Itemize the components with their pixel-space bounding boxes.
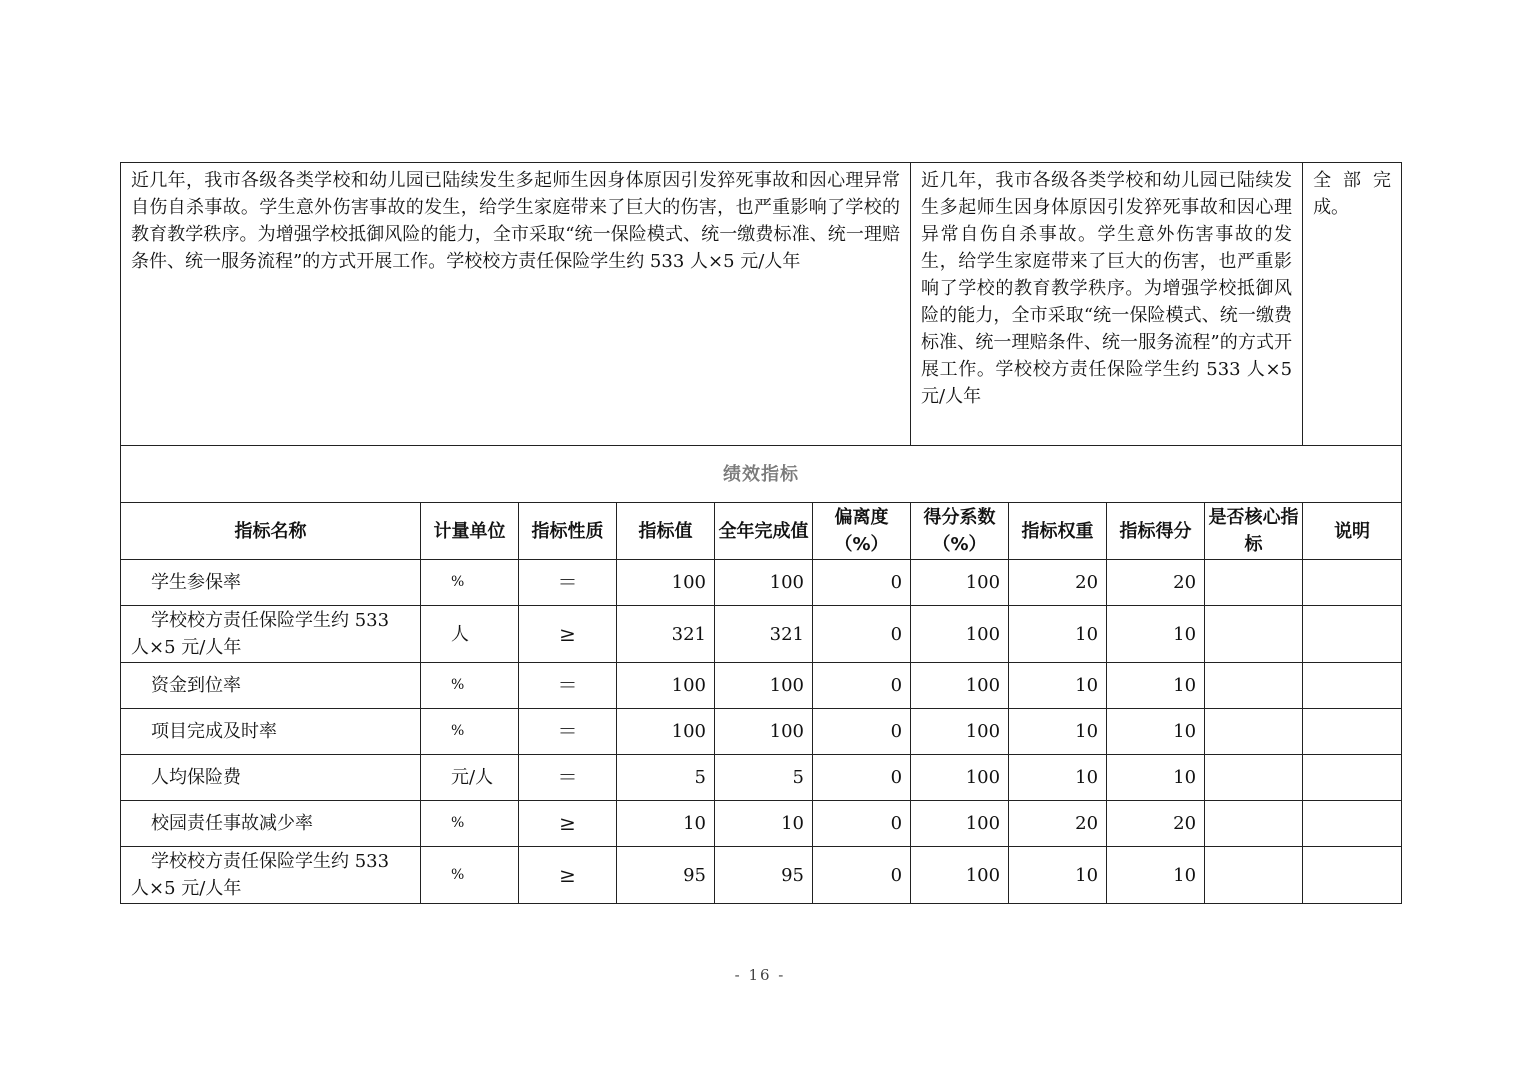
- indicator-deviation: 0: [813, 606, 911, 663]
- project-implementation-text: 近几年，我市各级各类学校和幼儿园已陆续发生多起师生因身体原因引发猝死事故和因心理异常自伤自杀事故。学生意外伤害事故的发生，给学生家庭带来了巨大的伤害，也严重影响了学校的教育教学秩序。为增强学校抵御风险的能力，全市采取“统一保险模式、统一缴费标准、统一理赔条件、统一服务流程”的方式开展工作。学校校方责任保险学生约 533 人×5 元/人年: [911, 163, 1303, 446]
- indicator-nature: ＝: [519, 755, 617, 801]
- indicator-coefficient: 100: [911, 709, 1009, 755]
- table-row: [121, 606, 1402, 663]
- indicator-actual: 100: [715, 663, 813, 709]
- indicator-target: 100: [617, 709, 715, 755]
- project-background-text: 近几年，我市各级各类学校和幼儿园已陆续发生多起师生因身体原因引发猝死事故和因心理异常自伤自杀事故。学生意外伤害事故的发生，给学生家庭带来了巨大的伤害，也严重影响了学校的教育教学秩序。为增强学校抵御风险的能力，全市采取“统一保险模式、统一缴费标准、统一理赔条件、统一服务流程”的方式开展工作。学校校方责任保险学生约 533 人×5 元/人年: [121, 163, 911, 446]
- indicator-actual: 321: [715, 606, 813, 663]
- section-title: 绩效指标: [121, 446, 1402, 503]
- indicator-coefficient: 100: [911, 801, 1009, 847]
- table-row: [121, 801, 1402, 847]
- header-row: [121, 503, 1402, 560]
- indicator-name: 学校校方责任保险学生约 533 人×5 元/人年: [121, 847, 421, 904]
- indicator-deviation: 0: [813, 560, 911, 606]
- table-row: [121, 755, 1402, 801]
- indicator-note: [1303, 847, 1402, 904]
- indicator-core: [1205, 606, 1303, 663]
- indicator-coefficient: 100: [911, 755, 1009, 801]
- indicator-unit: %: [421, 663, 519, 709]
- indicator-score: 10: [1107, 606, 1205, 663]
- indicator-note: [1303, 709, 1402, 755]
- indicator-weight: 10: [1009, 755, 1107, 801]
- header-target: 指标值: [617, 503, 715, 560]
- indicator-weight: 10: [1009, 663, 1107, 709]
- indicator-target: 5: [617, 755, 715, 801]
- indicator-target: 100: [617, 663, 715, 709]
- indicator-score: 10: [1107, 709, 1205, 755]
- header-deviation: 偏离度（%）: [813, 503, 911, 560]
- indicator-weight: 10: [1009, 847, 1107, 904]
- indicator-name: 资金到位率: [121, 663, 421, 709]
- indicator-core: [1205, 801, 1303, 847]
- indicator-note: [1303, 663, 1402, 709]
- indicator-weight: 10: [1009, 709, 1107, 755]
- indicator-note: [1303, 755, 1402, 801]
- indicator-actual: 100: [715, 709, 813, 755]
- indicator-score: 10: [1107, 663, 1205, 709]
- performance-table: [120, 162, 1402, 904]
- indicator-note: [1303, 560, 1402, 606]
- header-actual: 全年完成值: [715, 503, 813, 560]
- table-row: [121, 847, 1402, 904]
- indicator-name: 学校校方责任保险学生约 533 人×5 元/人年: [121, 606, 421, 663]
- indicator-score: 20: [1107, 560, 1205, 606]
- table-row: [121, 560, 1402, 606]
- indicator-target: 95: [617, 847, 715, 904]
- indicator-deviation: 0: [813, 755, 911, 801]
- indicator-nature: ＝: [519, 709, 617, 755]
- indicator-nature: ＝: [519, 663, 617, 709]
- indicator-actual: 5: [715, 755, 813, 801]
- summary-row: [121, 163, 1402, 446]
- indicator-name: 学生参保率: [121, 560, 421, 606]
- indicator-nature: ＝: [519, 560, 617, 606]
- indicator-deviation: 0: [813, 663, 911, 709]
- indicator-score: 20: [1107, 801, 1205, 847]
- table-row: [121, 709, 1402, 755]
- indicator-core: [1205, 847, 1303, 904]
- indicator-actual: 95: [715, 847, 813, 904]
- indicator-weight: 10: [1009, 606, 1107, 663]
- indicator-note: [1303, 801, 1402, 847]
- indicator-nature: ≥: [519, 847, 617, 904]
- indicator-nature: ≥: [519, 606, 617, 663]
- indicator-core: [1205, 709, 1303, 755]
- indicator-unit: %: [421, 847, 519, 904]
- page-number: - 16 -: [734, 966, 786, 984]
- indicator-unit: %: [421, 560, 519, 606]
- indicator-deviation: 0: [813, 709, 911, 755]
- indicator-score: 10: [1107, 847, 1205, 904]
- header-weight: 指标权重: [1009, 503, 1107, 560]
- indicator-coefficient: 100: [911, 663, 1009, 709]
- completion-status-text: 全部完成。: [1303, 163, 1402, 446]
- header-coefficient: 得分系数（%）: [911, 503, 1009, 560]
- header-name: 指标名称: [121, 503, 421, 560]
- indicator-note: [1303, 606, 1402, 663]
- indicator-deviation: 0: [813, 801, 911, 847]
- indicator-unit: %: [421, 801, 519, 847]
- table-row: [121, 663, 1402, 709]
- indicator-coefficient: 100: [911, 560, 1009, 606]
- indicator-weight: 20: [1009, 801, 1107, 847]
- indicator-core: [1205, 755, 1303, 801]
- indicator-nature: ≥: [519, 801, 617, 847]
- indicator-name: 项目完成及时率: [121, 709, 421, 755]
- indicator-actual: 100: [715, 560, 813, 606]
- indicator-name: 校园责任事故减少率: [121, 801, 421, 847]
- header-score: 指标得分: [1107, 503, 1205, 560]
- indicator-target: 10: [617, 801, 715, 847]
- header-note: 说明: [1303, 503, 1402, 560]
- header-unit: 计量单位: [421, 503, 519, 560]
- indicator-core: [1205, 663, 1303, 709]
- header-nature: 指标性质: [519, 503, 617, 560]
- indicator-unit: 人: [421, 606, 519, 663]
- indicator-score: 10: [1107, 755, 1205, 801]
- header-core: 是否核心指标: [1205, 503, 1303, 560]
- indicator-actual: 10: [715, 801, 813, 847]
- indicator-weight: 20: [1009, 560, 1107, 606]
- indicator-coefficient: 100: [911, 606, 1009, 663]
- section-title-row: [121, 446, 1402, 503]
- indicator-deviation: 0: [813, 847, 911, 904]
- indicator-core: [1205, 560, 1303, 606]
- indicator-target: 321: [617, 606, 715, 663]
- indicator-name: 人均保险费: [121, 755, 421, 801]
- indicator-target: 100: [617, 560, 715, 606]
- indicator-unit: %: [421, 709, 519, 755]
- indicator-coefficient: 100: [911, 847, 1009, 904]
- indicator-unit: 元/人: [421, 755, 519, 801]
